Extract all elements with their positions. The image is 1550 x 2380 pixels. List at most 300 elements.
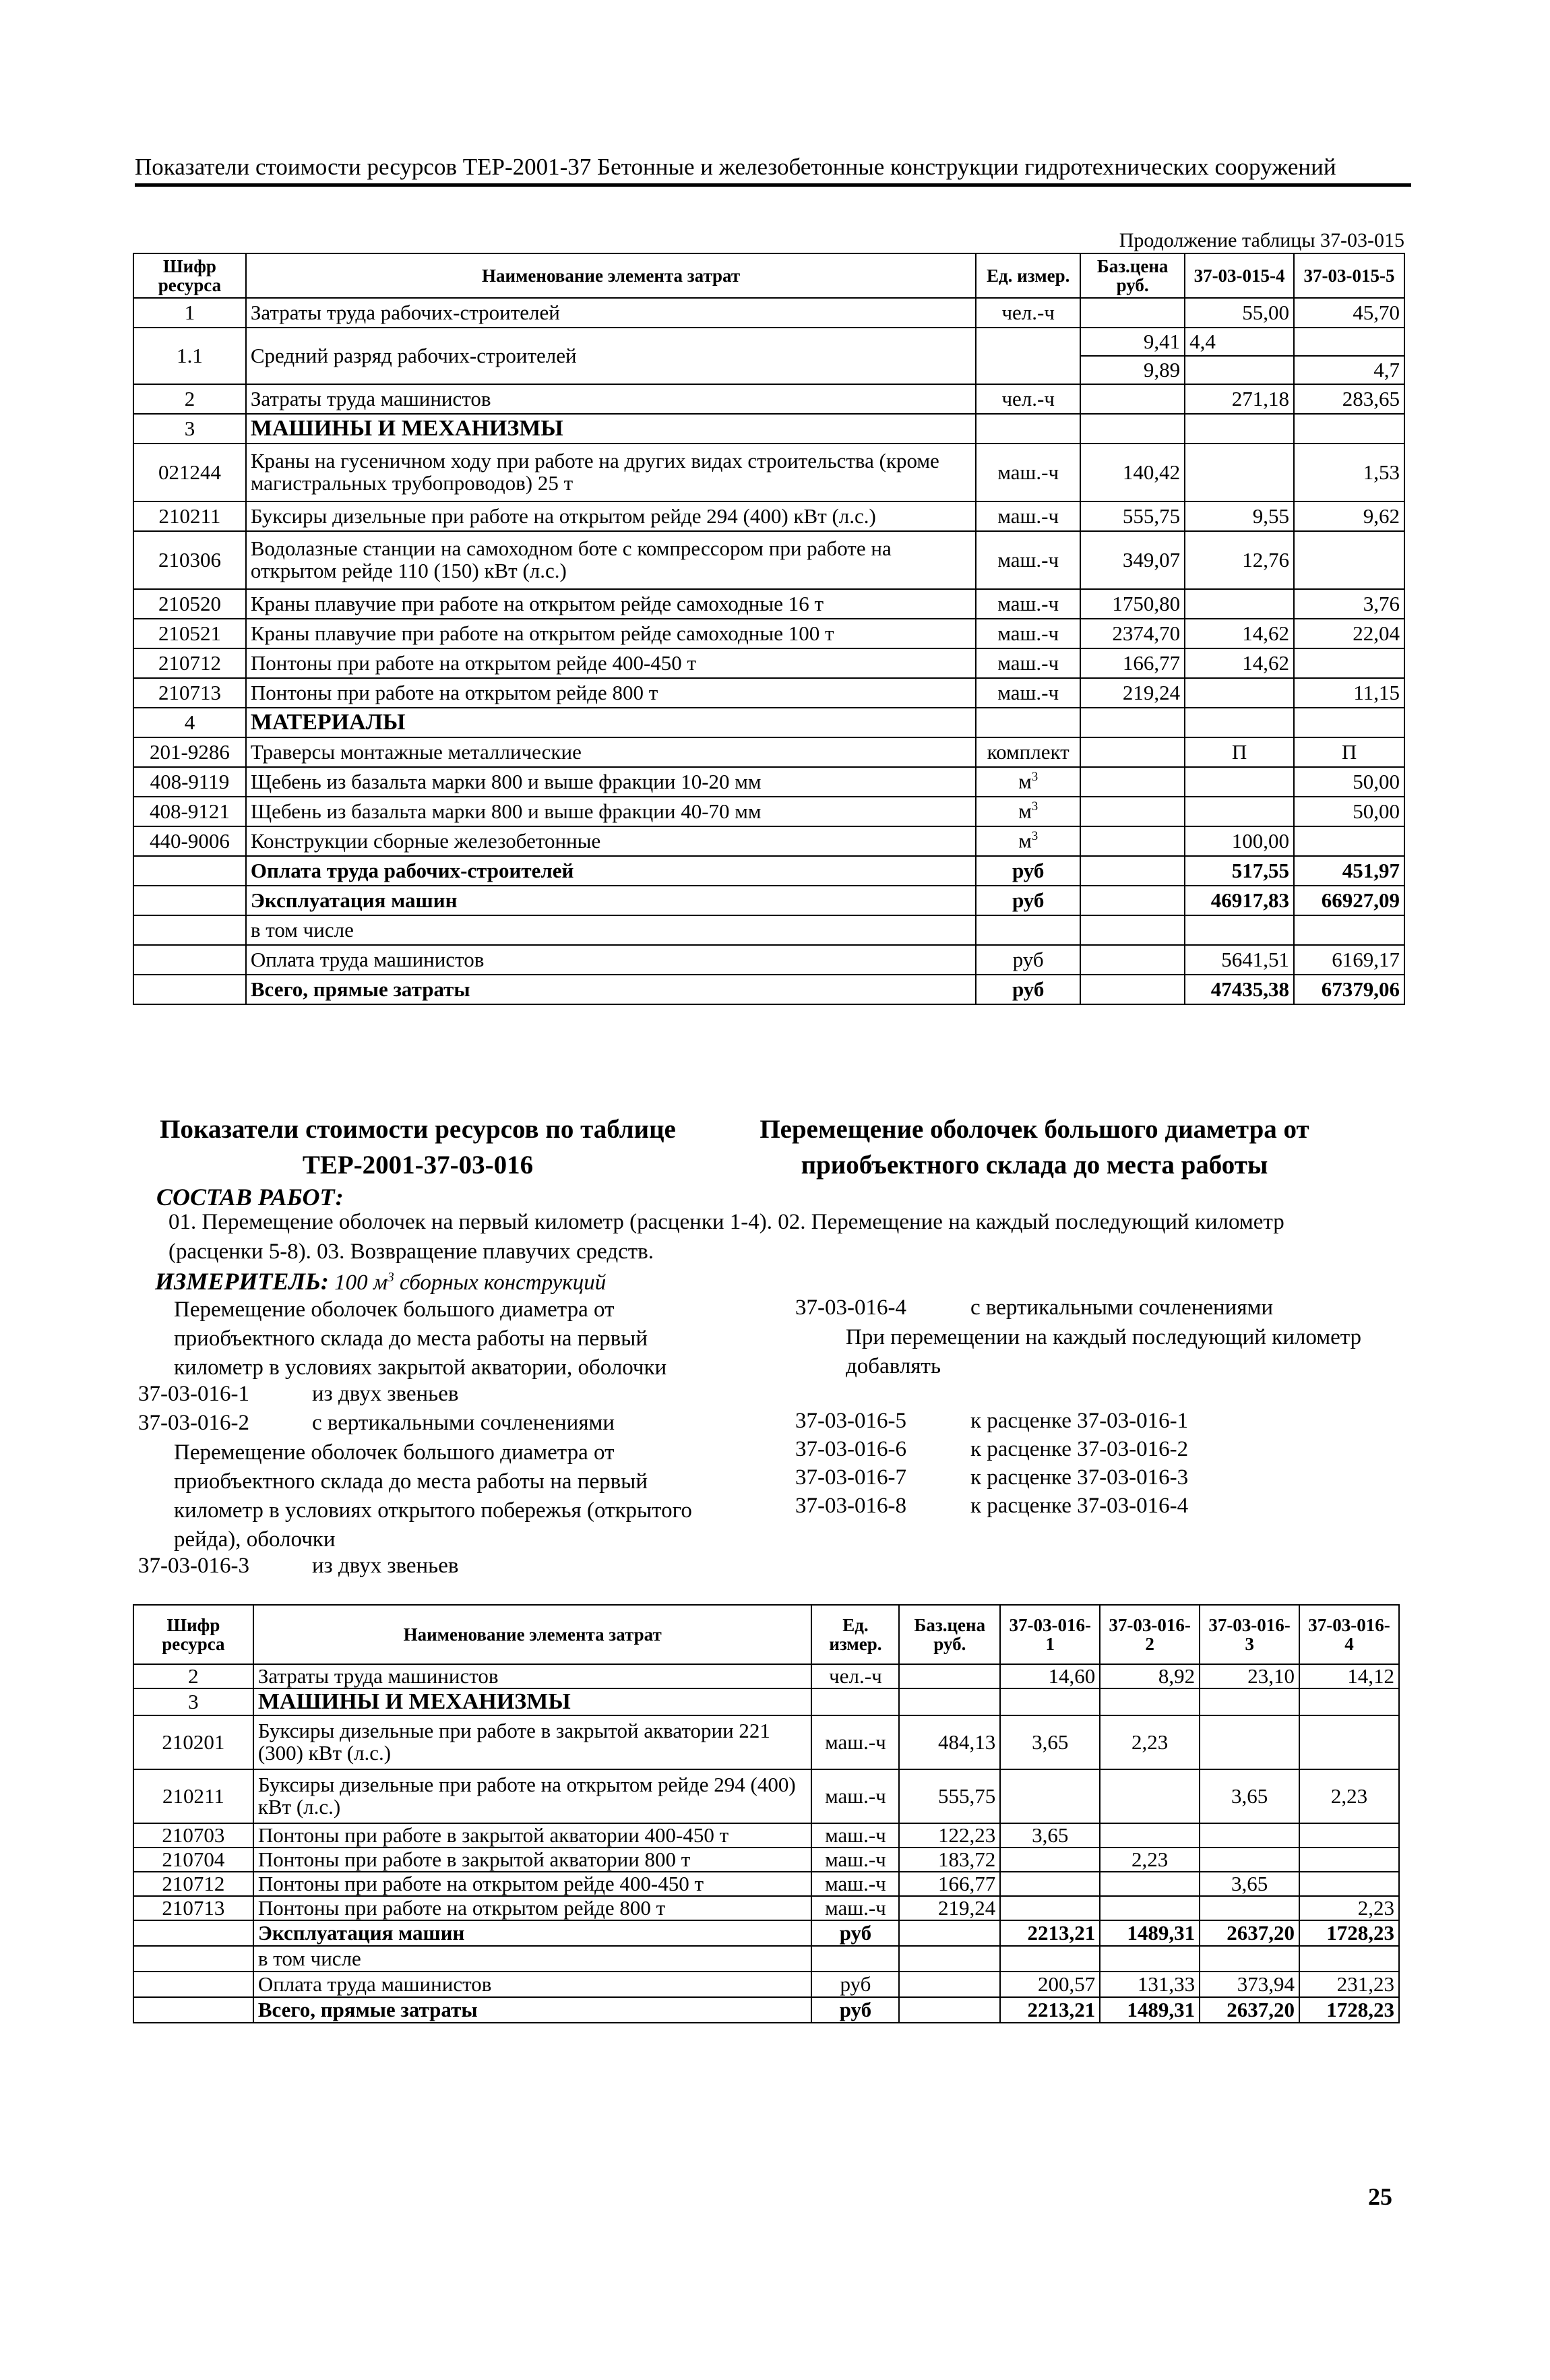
cell-value	[1185, 444, 1294, 501]
rate-item	[795, 1494, 1189, 1519]
header-rate-4: 37-03-016-4	[1299, 1605, 1399, 1664]
table-row	[133, 1896, 1399, 1920]
cell-code: 2	[133, 1664, 253, 1688]
cell-name: Понтоны при работе на открытом рейде 800 т	[253, 1896, 812, 1920]
section-title-right: Перемещение оболочек большого диаметра от приобъектного склада до места работы	[760, 1115, 1309, 1180]
cell-value	[1299, 1848, 1399, 1872]
cell-value	[1185, 356, 1294, 384]
cell-value: 373,94	[1200, 1972, 1299, 1997]
cell-code: 3	[133, 414, 246, 444]
cell-value	[1299, 1823, 1399, 1848]
table-row	[133, 444, 1404, 501]
cell-value: 2637,20	[1200, 1920, 1299, 1946]
cell-price	[899, 1997, 1000, 2023]
cell-name: Буксиры дизельные при работе на открытом рейде 294 (400) кВт (л.с.)	[246, 501, 976, 531]
cell-price: 183,72	[899, 1848, 1000, 1872]
header-rate-2: 37-03-015-5	[1294, 253, 1404, 298]
header-rate-2: 37-03-016-2	[1100, 1605, 1200, 1664]
cell-name: Понтоны при работе в закрытой акватории 800 т	[253, 1848, 812, 1872]
table-row	[133, 648, 1404, 678]
cell-name: Траверсы монтажные металлические	[246, 737, 976, 767]
measurement-superscript: 3	[387, 1270, 394, 1285]
cell-value	[1185, 708, 1294, 737]
cell-name: Затраты труда рабочих-строителей	[246, 298, 976, 328]
cell-price	[1080, 414, 1185, 444]
summary-label: Оплата труда машинистов	[246, 945, 976, 975]
cell-value: 50,00	[1294, 797, 1404, 826]
cell-price	[899, 1664, 1000, 1688]
page-number: 25	[1368, 2183, 1392, 2210]
header-rate-1: 37-03-015-4	[1185, 253, 1294, 298]
cell-value	[1000, 1946, 1100, 1972]
rate-text: к расценке 37-03-016-4	[970, 1494, 1189, 1518]
cell-unit	[976, 767, 1080, 797]
cell-value: 100,00	[1185, 826, 1294, 856]
cell-value: 283,65	[1294, 384, 1404, 414]
rate-item	[138, 1411, 615, 1436]
cell-code: 440-9006	[133, 826, 246, 856]
cell-name: Краны плавучие при работе на открытом рейде самоходные 100 т	[246, 619, 976, 648]
table-row	[133, 1823, 1399, 1848]
cell-unit: маш.-ч	[811, 1823, 899, 1848]
cell-unit: маш.-ч	[976, 531, 1080, 589]
description-open-water: Перемещение оболочек большого диаметра от приобъектного склада до места работы на первый километр в условиях открытого побережья (открытого рейда), оболочки	[174, 1440, 692, 1552]
rate-text: из двух звеньев	[312, 1382, 459, 1406]
measurement-label: ИЗМЕРИТЕЛЬ:	[155, 1268, 329, 1295]
cell-price	[1080, 826, 1185, 856]
cell-value: 2637,20	[1200, 1997, 1299, 2023]
summary-label: в том числе	[246, 915, 976, 945]
cell-value	[1100, 1946, 1200, 1972]
cell-name: Буксиры дизельные при работе в закрытой акватории 221 (300) кВт (л.с.)	[253, 1715, 812, 1769]
cell-name: Понтоны при работе на открытом рейде 800 т	[246, 678, 976, 708]
cell-unit	[976, 826, 1080, 856]
unit-superscript: 3	[1031, 770, 1038, 785]
cell-name: МАТЕРИАЛЫ	[246, 708, 976, 737]
header-unit: Ед. измер.	[811, 1605, 899, 1664]
summary-row	[133, 1946, 1399, 1972]
cell-unit: маш.-ч	[811, 1872, 899, 1896]
cell-value: П	[1294, 737, 1404, 767]
table-row	[133, 1769, 1399, 1823]
cell-value	[1294, 708, 1404, 737]
cell-name: Краны плавучие при работе на открытом рейде самоходные 16 т	[246, 589, 976, 619]
cell-value: 8,92	[1100, 1664, 1200, 1688]
cell-value	[1299, 1715, 1399, 1769]
cell-name: Щебень из базальта марки 800 и выше фракции 10-20 мм	[246, 767, 976, 797]
resource-table-37-03-015	[133, 253, 1405, 1005]
cell-value: 1728,23	[1299, 1920, 1399, 1946]
cell-value: 1489,31	[1100, 1997, 1200, 2023]
cell-value: 2,23	[1100, 1848, 1200, 1872]
cell-unit: чел.-ч	[976, 384, 1080, 414]
cell-name: Буксиры дизельные при работе на открытом рейде 294 (400) кВт (л.с.)	[253, 1769, 812, 1823]
cell-value	[1185, 915, 1294, 945]
table-row	[133, 619, 1404, 648]
summary-label: Всего, прямые затраты	[253, 1997, 812, 2023]
summary-label: Эксплуатация машин	[253, 1920, 812, 1946]
summary-row	[133, 1997, 1399, 2023]
cell-code	[133, 1997, 253, 2023]
rate-item	[138, 1554, 459, 1579]
cell-value: 50,00	[1294, 767, 1404, 797]
summary-row	[133, 886, 1404, 915]
cell-value	[1294, 328, 1404, 356]
cell-value: 23,10	[1200, 1664, 1299, 1688]
cell-unit: маш.-ч	[976, 501, 1080, 531]
cell-value: 231,23	[1299, 1972, 1399, 1997]
rate-code: 37-03-016-4	[795, 1295, 906, 1320]
cell-value: 14,12	[1299, 1664, 1399, 1688]
cell-price	[1080, 298, 1185, 328]
table-continuation-label: Продолжение таблицы 37-03-015	[1119, 229, 1404, 251]
cell-value	[1185, 767, 1294, 797]
cell-value: 66927,09	[1294, 886, 1404, 915]
cell-value: 2,23	[1299, 1769, 1399, 1823]
rate-item	[795, 1295, 1274, 1320]
cell-value: 1489,31	[1100, 1920, 1200, 1946]
cell-unit	[976, 328, 1080, 384]
table-row	[133, 708, 1404, 737]
cell-name: МАШИНЫ И МЕХАНИЗМЫ	[246, 414, 976, 444]
rate-item	[138, 1382, 459, 1407]
cell-value	[1100, 1872, 1200, 1896]
summary-row	[133, 1920, 1399, 1946]
cell-code: 210520	[133, 589, 246, 619]
cell-code: 210704	[133, 1848, 253, 1872]
cell-value: 1,53	[1294, 444, 1404, 501]
measurement-suffix: сборных конструкций	[394, 1271, 607, 1295]
cell-value	[1000, 1896, 1100, 1920]
cell-value: 67379,06	[1294, 975, 1404, 1004]
summary-row	[133, 975, 1404, 1004]
cell-unit: комплект	[976, 737, 1080, 767]
cell-code: 210201	[133, 1715, 253, 1769]
cell-code	[133, 945, 246, 975]
cell-price	[899, 1946, 1000, 1972]
table-row	[133, 797, 1404, 826]
cell-name: Понтоны при работе на открытом рейде 400-450 т	[253, 1872, 812, 1896]
summary-row	[133, 915, 1404, 945]
cell-price: 166,77	[899, 1872, 1000, 1896]
cell-price	[1080, 945, 1185, 975]
table-row	[133, 414, 1404, 444]
cell-code	[133, 975, 246, 1004]
page-header: Показатели стоимости ресурсов ТЕР-2001-37 Бетонные и железобетонные конструкции гидротехнических сооружений	[135, 154, 1411, 187]
cell-price: 140,42	[1080, 444, 1185, 501]
rate-code: 37-03-016-8	[795, 1494, 906, 1518]
cell-value	[1000, 1688, 1100, 1715]
cell-value	[1100, 1769, 1200, 1823]
header-name: Наименование элемента затрат	[253, 1605, 812, 1664]
summary-row	[133, 945, 1404, 975]
table-row	[133, 298, 1404, 328]
cell-price: 349,07	[1080, 531, 1185, 589]
cell-value	[1000, 1848, 1100, 1872]
rate-code: 37-03-016-3	[138, 1554, 249, 1578]
summary-label: Оплата труда рабочих-строителей	[246, 856, 976, 886]
cell-code	[133, 1946, 253, 1972]
cell-unit	[976, 915, 1080, 945]
cell-value: 46917,83	[1185, 886, 1294, 915]
table-row	[133, 589, 1404, 619]
table-row	[133, 678, 1404, 708]
cell-price	[1080, 384, 1185, 414]
rate-code: 37-03-016-7	[795, 1465, 906, 1490]
cell-unit: руб	[811, 1997, 899, 2023]
cell-code: 1	[133, 298, 246, 328]
header-code: Шифр ресурса	[133, 1605, 253, 1664]
cell-value: 3,65	[1200, 1769, 1299, 1823]
cell-value: 3,65	[1000, 1715, 1100, 1769]
cell-code: 408-9119	[133, 767, 246, 797]
header-unit: Ед. измер.	[976, 253, 1080, 298]
cell-unit: маш.-ч	[811, 1715, 899, 1769]
rate-text: с вертикальными сочленениями	[312, 1411, 615, 1435]
cell-code: 2	[133, 384, 246, 414]
cell-unit: чел.-ч	[976, 298, 1080, 328]
cell-unit: руб	[976, 886, 1080, 915]
rate-code: 37-03-016-1	[138, 1382, 249, 1406]
cell-price: 219,24	[1080, 678, 1185, 708]
cell-price	[1080, 708, 1185, 737]
cell-code	[133, 886, 246, 915]
cell-unit: руб	[811, 1920, 899, 1946]
cell-price: 555,75	[899, 1769, 1000, 1823]
cell-value: П	[1185, 737, 1294, 767]
cell-value: 14,62	[1185, 619, 1294, 648]
summary-label: Эксплуатация машин	[246, 886, 976, 915]
cell-value	[1200, 1896, 1299, 1920]
table-row	[133, 826, 1404, 856]
resource-table-37-03-016	[133, 1604, 1400, 2023]
cell-value: 5641,51	[1185, 945, 1294, 975]
cell-value	[1185, 678, 1294, 708]
cell-code: 021244	[133, 444, 246, 501]
cell-value: 200,57	[1000, 1972, 1100, 1997]
cell-value: 9,62	[1294, 501, 1404, 531]
table-row	[133, 384, 1404, 414]
cell-value: 14,60	[1000, 1664, 1100, 1688]
cell-value: 12,76	[1185, 531, 1294, 589]
cell-code: 210306	[133, 531, 246, 589]
cell-price	[899, 1688, 1000, 1715]
cell-value: 11,15	[1294, 678, 1404, 708]
cell-price	[899, 1972, 1000, 1997]
cell-price	[1080, 737, 1185, 767]
table-row	[133, 1664, 1399, 1688]
cell-code	[133, 915, 246, 945]
cell-value: 3,65	[1200, 1872, 1299, 1896]
cell-code	[133, 1920, 253, 1946]
cell-code: 210712	[133, 1872, 253, 1896]
cell-price: 9,89	[1080, 356, 1185, 384]
rate-code: 37-03-016-5	[795, 1409, 906, 1433]
cell-unit	[811, 1688, 899, 1715]
cell-price	[1080, 886, 1185, 915]
cell-unit	[976, 797, 1080, 826]
cell-price: 484,13	[899, 1715, 1000, 1769]
cell-unit: маш.-ч	[811, 1848, 899, 1872]
cell-value: 47435,38	[1185, 975, 1294, 1004]
cell-value	[1299, 1872, 1399, 1896]
cell-name: Затраты труда машинистов	[246, 384, 976, 414]
cell-unit	[811, 1946, 899, 1972]
cell-unit: маш.-ч	[811, 1769, 899, 1823]
cell-code	[133, 1972, 253, 1997]
summary-row	[133, 1972, 1399, 1997]
cell-value: 55,00	[1185, 298, 1294, 328]
work-composition-label: СОСТАВ РАБОТ:	[156, 1184, 344, 1211]
cell-code: 210713	[133, 678, 246, 708]
cell-value	[1200, 1823, 1299, 1848]
cell-price	[1080, 797, 1185, 826]
cell-unit: маш.-ч	[976, 589, 1080, 619]
cell-value	[1299, 1946, 1399, 1972]
cell-unit: маш.-ч	[811, 1896, 899, 1920]
cell-code	[133, 856, 246, 886]
work-composition-text: 01. Перемещение оболочек на первый километр (расценки 1-4). 02. Перемещение на каждый последующий километр (расценки 5-8). 03. Возвращение плавучих средств.	[168, 1210, 1284, 1264]
table-header-row	[133, 253, 1404, 298]
cell-value	[1294, 531, 1404, 589]
rate-text: к расценке 37-03-016-3	[970, 1465, 1189, 1490]
summary-label: Всего, прямые затраты	[246, 975, 976, 1004]
cell-value	[1294, 414, 1404, 444]
header-rate-1: 37-03-016-1	[1000, 1605, 1100, 1664]
cell-code: 3	[133, 1688, 253, 1715]
cell-value: 9,55	[1185, 501, 1294, 531]
cell-value: 4,7	[1294, 356, 1404, 384]
cell-unit: руб	[811, 1972, 899, 1997]
cell-value	[1200, 1715, 1299, 1769]
cell-value: 1728,23	[1299, 1997, 1399, 2023]
cell-unit: маш.-ч	[976, 619, 1080, 648]
cell-name: Водолазные станции на самоходном боте с компрессором при работе на открытом рейде 110 (150) кВт (л.с.)	[246, 531, 976, 589]
cell-code: 210211	[133, 501, 246, 531]
cell-unit	[976, 708, 1080, 737]
unit-text: м	[1018, 828, 1032, 853]
cell-value: 22,04	[1294, 619, 1404, 648]
cell-value	[1185, 414, 1294, 444]
header-rate-3: 37-03-016-3	[1200, 1605, 1299, 1664]
cell-code: 210712	[133, 648, 246, 678]
cell-value: 2,23	[1100, 1715, 1200, 1769]
cell-unit: маш.-ч	[976, 648, 1080, 678]
cell-name: Щебень из базальта марки 800 и выше фракции 40-70 мм	[246, 797, 976, 826]
cell-price: 122,23	[899, 1823, 1000, 1848]
cell-price: 219,24	[899, 1896, 1000, 1920]
cell-unit: маш.-ч	[976, 678, 1080, 708]
rate-text: к расценке 37-03-016-2	[970, 1437, 1189, 1461]
cell-value: 45,70	[1294, 298, 1404, 328]
unit-superscript: 3	[1031, 829, 1038, 844]
measurement-unit	[155, 1267, 606, 1295]
summary-row	[133, 856, 1404, 886]
cell-value: 2213,21	[1000, 1997, 1100, 2023]
cell-value: 3,65	[1000, 1823, 1100, 1848]
cell-code: 210703	[133, 1823, 253, 1848]
description-closed-water: Перемещение оболочек большого диаметра от приобъектного склада до места работы на первый километр в условиях закрытой акватории, оболочки	[174, 1298, 667, 1380]
cell-price	[899, 1920, 1000, 1946]
cell-unit: маш.-ч	[976, 444, 1080, 501]
cell-name: Средний разряд рабочих-строителей	[246, 328, 976, 384]
rate-code: 37-03-016-6	[795, 1437, 906, 1461]
rate-item	[795, 1409, 1189, 1434]
cell-code: 4	[133, 708, 246, 737]
table-row	[133, 767, 1404, 797]
cell-unit: чел.-ч	[811, 1664, 899, 1688]
cell-price: 166,77	[1080, 648, 1185, 678]
cell-code: 210713	[133, 1896, 253, 1920]
cell-code: 201-9286	[133, 737, 246, 767]
cell-name: МАШИНЫ И МЕХАНИЗМЫ	[253, 1688, 812, 1715]
table-row	[133, 1688, 1399, 1715]
cell-name: Конструкции сборные железобетонные	[246, 826, 976, 856]
rate-item	[795, 1437, 1189, 1462]
cell-value	[1294, 648, 1404, 678]
cell-value: 3,76	[1294, 589, 1404, 619]
summary-label: в том числе	[253, 1946, 812, 1972]
header-base-price: Баз.цена руб.	[1080, 253, 1185, 298]
cell-code: 408-9121	[133, 797, 246, 826]
cell-name: Понтоны при работе в закрытой акватории 400-450 т	[253, 1823, 812, 1848]
cell-name: Понтоны при работе на открытом рейде 400-450 т	[246, 648, 976, 678]
table-row	[133, 1848, 1399, 1872]
cell-value: 4,4	[1185, 328, 1294, 356]
table-row	[133, 501, 1404, 531]
header-base-price: Баз.цена руб.	[899, 1605, 1000, 1664]
cell-value: 2213,21	[1000, 1920, 1100, 1946]
rate-code: 37-03-016-2	[138, 1411, 249, 1435]
cell-value	[1185, 589, 1294, 619]
cell-value	[1299, 1688, 1399, 1715]
table-row	[133, 328, 1404, 356]
table-row	[133, 531, 1404, 589]
cell-value: 517,55	[1185, 856, 1294, 886]
cell-price	[1080, 975, 1185, 1004]
cell-code: 210521	[133, 619, 246, 648]
cell-price	[1080, 856, 1185, 886]
cell-price	[1080, 767, 1185, 797]
unit-text: м	[1018, 769, 1032, 793]
table-row	[133, 1715, 1399, 1769]
rate-text: из двух звеньев	[312, 1554, 459, 1578]
cell-value	[1100, 1823, 1200, 1848]
section-title-left: Показатели стоимости ресурсов по таблице ТЕР-2001-37-03-016	[160, 1115, 676, 1180]
rate-item	[795, 1465, 1189, 1490]
cell-value	[1185, 797, 1294, 826]
table-header-row	[133, 1605, 1399, 1664]
cell-value: 2,23	[1299, 1896, 1399, 1920]
header-code: Шифр ресурса	[133, 253, 246, 298]
cell-value	[1000, 1769, 1100, 1823]
unit-text: м	[1018, 799, 1032, 823]
unit-superscript: 3	[1031, 799, 1038, 814]
cell-value	[1200, 1688, 1299, 1715]
header-name: Наименование элемента затрат	[246, 253, 976, 298]
rate-text: с вертикальными сочленениями	[970, 1295, 1274, 1320]
cell-value	[1294, 915, 1404, 945]
summary-label: Оплата труда машинистов	[253, 1972, 812, 1997]
cell-value: 271,18	[1185, 384, 1294, 414]
cell-value: 131,33	[1100, 1972, 1200, 1997]
cell-value	[1100, 1688, 1200, 1715]
cell-value	[1100, 1896, 1200, 1920]
cell-value	[1200, 1848, 1299, 1872]
cell-code: 210211	[133, 1769, 253, 1823]
cell-unit: руб	[976, 856, 1080, 886]
table-row	[133, 1872, 1399, 1896]
